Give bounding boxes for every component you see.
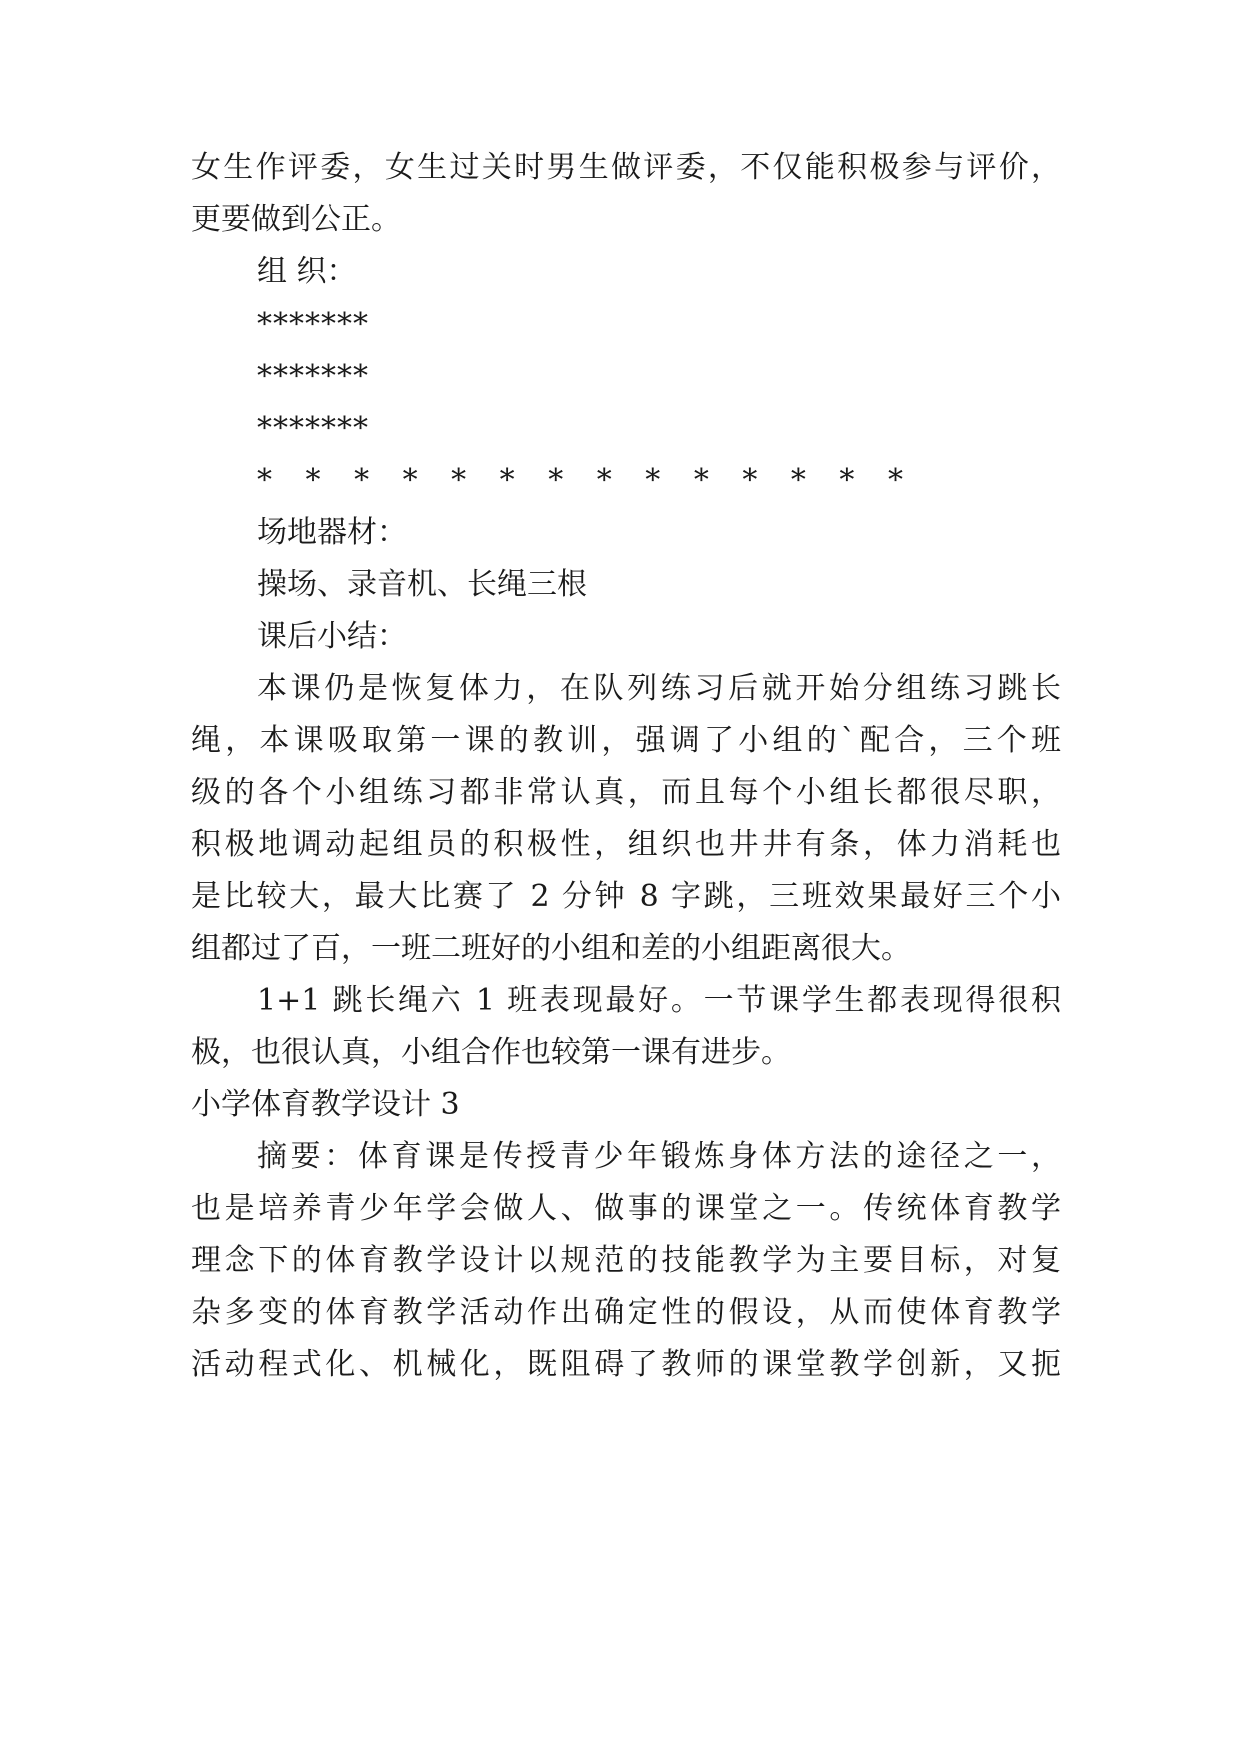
section-label-organization: 组 织：	[257, 254, 357, 289]
text-line: 更要做到公正。	[191, 202, 401, 237]
section-label-summary: 课后小结：	[257, 619, 407, 654]
text-line: 级的各个小组练习都非常认真，而且每个小组长都很尽职，	[191, 775, 1061, 810]
text-line: 是比较大，最大比赛了 2 分钟 8 字跳，三班效果最好三个小	[191, 879, 1061, 914]
text-line: 女生作评委，女生过关时男生做评委，不仅能积极参与评价，	[191, 150, 1061, 185]
text-line: 杂多变的体育教学活动作出确定性的假设，从而使体育教学	[191, 1295, 1061, 1330]
text-line: 活动程式化、机械化，既阻碍了教师的课堂教学创新，又扼	[191, 1347, 1061, 1382]
formation-row: *******	[257, 411, 369, 446]
text-line: 1+1 跳长绳六 1 班表现最好。一节课学生都表现得很积	[257, 983, 1061, 1018]
formation-row: *******	[257, 307, 369, 342]
formation-row-spaced: * * * * * * * * * * * * * *	[257, 463, 915, 498]
text-line: 理念下的体育教学设计以规范的技能教学为主要目标，对复	[191, 1243, 1061, 1278]
section-label-equipment: 场地器材：	[257, 515, 407, 550]
text-line: 摘要：体育课是传授青少年锻炼身体方法的途径之一，	[257, 1139, 1061, 1174]
text-line: 组都过了百，一班二班好的小组和差的小组距离很大。	[191, 931, 911, 966]
text-line: 极，也很认真，小组合作也较第一课有进步。	[191, 1035, 791, 1070]
text-line: 本课仍是恢复体力，在队列练习后就开始分组练习跳长	[257, 671, 1061, 706]
text-line: 绳，本课吸取第一课的教训，强调了小组的`配合，三个班	[191, 723, 1061, 758]
equipment-list: 操场、录音机、长绳三根	[257, 567, 587, 602]
text-line: 积极地调动起组员的积极性，组织也井井有条，体力消耗也	[191, 827, 1061, 862]
formation-row: *******	[257, 359, 369, 394]
section-heading: 小学体育教学设计 3	[191, 1087, 460, 1122]
text-line: 也是培养青少年学会做人、做事的课堂之一。传统体育教学	[191, 1191, 1061, 1226]
